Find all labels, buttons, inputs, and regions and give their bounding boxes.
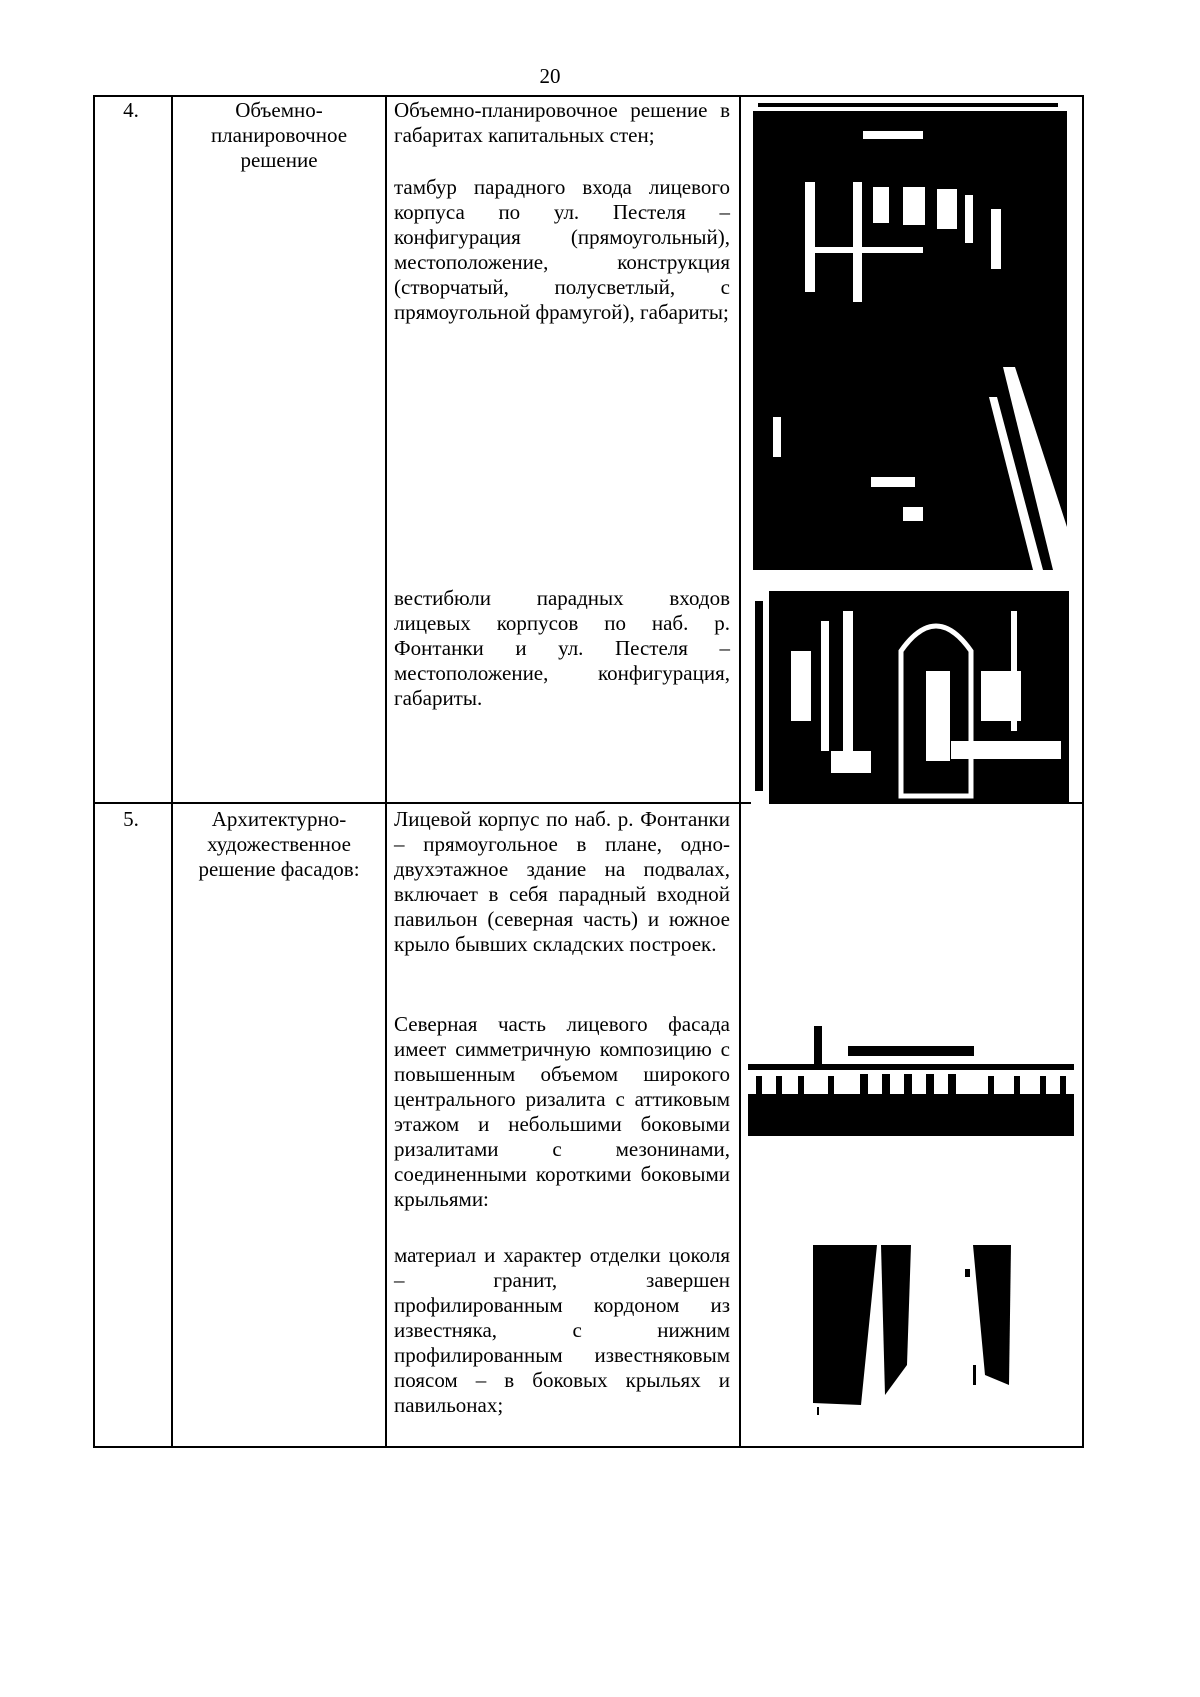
row-title: Объемно- планировочное решение: [210, 98, 348, 172]
table-divider: [171, 95, 173, 1448]
paragraph-text: тамбур парадного входа лицевого корпуса по ул. Пестеля – конфигурация (прямоугольный), местоположение, конструкция (створчатый, полусветлый, с прямоугольной фрамугой), габариты;: [394, 175, 730, 324]
photo-entrance-vestibule-icon: [753, 97, 1067, 570]
row-paragraph: [394, 586, 730, 711]
photo-arched-hall-icon: [751, 591, 1069, 804]
table-border-bottom: [93, 1446, 1084, 1448]
row-paragraph: [394, 175, 730, 325]
row-title: Архитектурно- художественное решение фасадов:: [198, 807, 360, 881]
photo-plinth-detail-icon: [813, 1245, 1011, 1415]
paragraph-text: Лицевой корпус по наб. р. Фонтанки – прямоугольное в плане, одно-двухэтажное здание на подвалах, включает в себя парадный входной павильон (северная часть) и южное крыло бывших складских построек.: [394, 807, 730, 956]
row-paragraph: [394, 1243, 730, 1418]
photo-facade-panorama-icon: [748, 1024, 1074, 1136]
paragraph-text: Объемно-планировочное решение в габаритах капитальных стен;: [394, 98, 730, 147]
row-paragraph: [394, 98, 730, 148]
heritage-table: [93, 95, 1084, 1448]
paragraph-text: Северная часть лицевого фасада имеет симметричную композицию с повышенным объемом широкого центрального ризалита с аттиковым этажом и небольшими боковыми ризалитами с мезонинами, соединенными короткими боковыми крыльями:: [394, 1012, 730, 1211]
table-divider: [385, 95, 387, 1448]
page-number: 20: [539, 64, 561, 88]
paragraph-text: материал и характер отделки цоколя – гранит, завершен профилированным кордоном из известняка, с нижним профилированным известняковым поясом – в боковых крыльях и павильонах;: [394, 1243, 730, 1417]
table-divider: [739, 95, 741, 1448]
paragraph-text: вестибюли парадных входов лицевых корпусов по наб. р. Фонтанки и ул. Пестеля – местоположение, конфигурация, габариты.: [394, 586, 730, 710]
table-border-left: [93, 95, 95, 1448]
row-paragraph: [394, 807, 730, 957]
row-paragraph: [394, 1012, 730, 1212]
row-number: 5.: [123, 807, 139, 831]
row-number: 4.: [123, 98, 139, 122]
table-border-right: [1082, 95, 1084, 1448]
